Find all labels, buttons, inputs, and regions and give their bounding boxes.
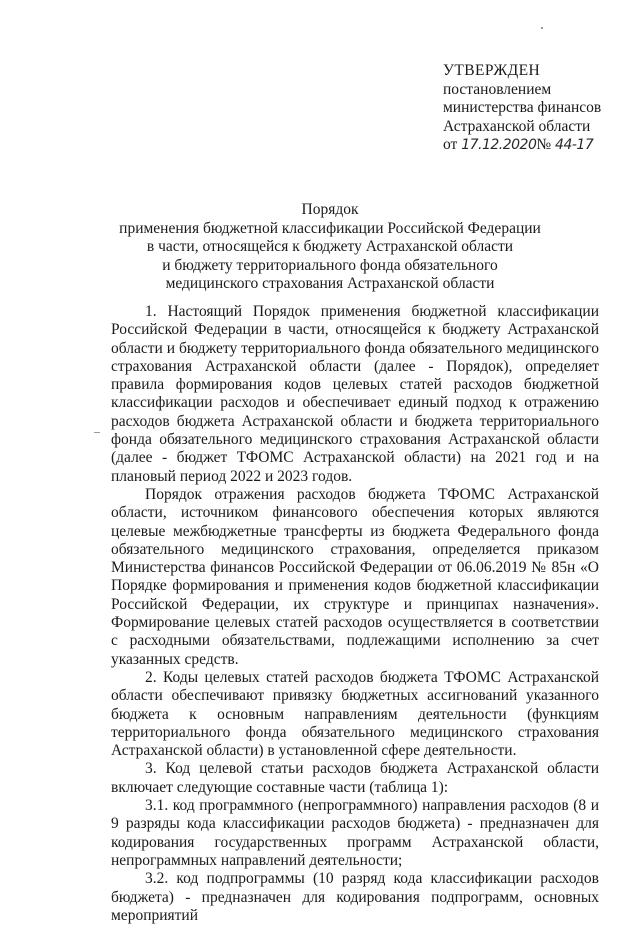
number-sign: № — [536, 136, 552, 153]
handwritten-number: 44-17 — [555, 137, 594, 153]
approval-heading: УТВЕРЖДЕН — [443, 62, 541, 79]
handwritten-date: 17.12.2020 — [461, 137, 537, 153]
title-line: в части, относящейся к бюджету Астраханской области — [146, 238, 514, 255]
paragraph: 3.1. код программного (непрограммного) направления расходов (8 и 9 разряды кода классификации расходов бюджета) - предназначен для кодирования государственных программ Астраханской области, непрограммных направлений деятельности; — [111, 797, 599, 869]
document-body — [111, 303, 599, 925]
document-title — [100, 201, 560, 294]
title-line: медицинского страхования Астраханской области — [165, 275, 495, 292]
approval-line: Астраханской области — [443, 117, 591, 135]
paragraph: 2. Коды целевых статей расходов бюджета ТФОМС Астраханской области обеспечивают привязку бюджетных ассигнований указанного бюджета к основным направлениям деятельности (функциям территориального фонда обязательного медицинского страхования Астраханской области) в установленной сфере деятельности. — [111, 668, 599, 760]
paragraph: Порядок отражения расходов бюджета ТФОМС Астраханской области, источником финансового обеспечения которых являются целевые межбюджетные трансферты из бюджета Федерального фонда обязательного медицинского страхования, определяется приказом Министерства финансов Российской Федерации от 06.06.2019 № 85н «О Порядке формирования и применения кодов бюджетной классификации Российской Федерации, их структуре и принципах назначения». Формирование целевых статей расходов осуществляется в соответствии с расходными обязательствами, подлежащими исполнению за счет указанных средств. — [111, 485, 599, 668]
date-prefix: от — [443, 136, 458, 153]
approval-line: постановлением — [443, 80, 552, 98]
paragraph: 1. Настоящий Порядок применения бюджетной классификации Российской Федерации в части, относящейся к бюджету Астраханской области и бюджету территориального фонда обязательного медицинского страхования Астраханской области (далее - Порядок), определяет правила формирования кодов целевых статей расходов бюджетной классификации расходов и обеспечивает единый подход к отражению расходов бюджета Астраханской области и бюджета территориального фонда обязательного медицинского страхования Астраханской области (далее - бюджет ТФОМС Астраханской области) на 2021 год и на плановый период 2022 и 2023 годов. — [111, 303, 599, 485]
approval-line: министерства финансов — [443, 99, 602, 116]
approval-date-line — [443, 136, 623, 155]
scan-speck — [94, 432, 100, 433]
approval-stamp-block — [443, 62, 623, 155]
title-line: и бюджету территориального фонда обязательного — [162, 256, 498, 274]
title-line: Порядок — [301, 201, 359, 218]
title-line: применения бюджетной классификации Российской Федерации — [119, 219, 541, 237]
scan-speck — [541, 27, 543, 29]
paragraph: 3.2. код подпрограммы (10 разряд кода классификации расходов бюджета) - предназначен для кодирования подпрограмм, основных мероприятий — [111, 870, 599, 924]
paragraph: 3. Код целевой статьи расходов бюджета Астраханской области включает следующие составные части (таблица 1): — [111, 760, 599, 796]
